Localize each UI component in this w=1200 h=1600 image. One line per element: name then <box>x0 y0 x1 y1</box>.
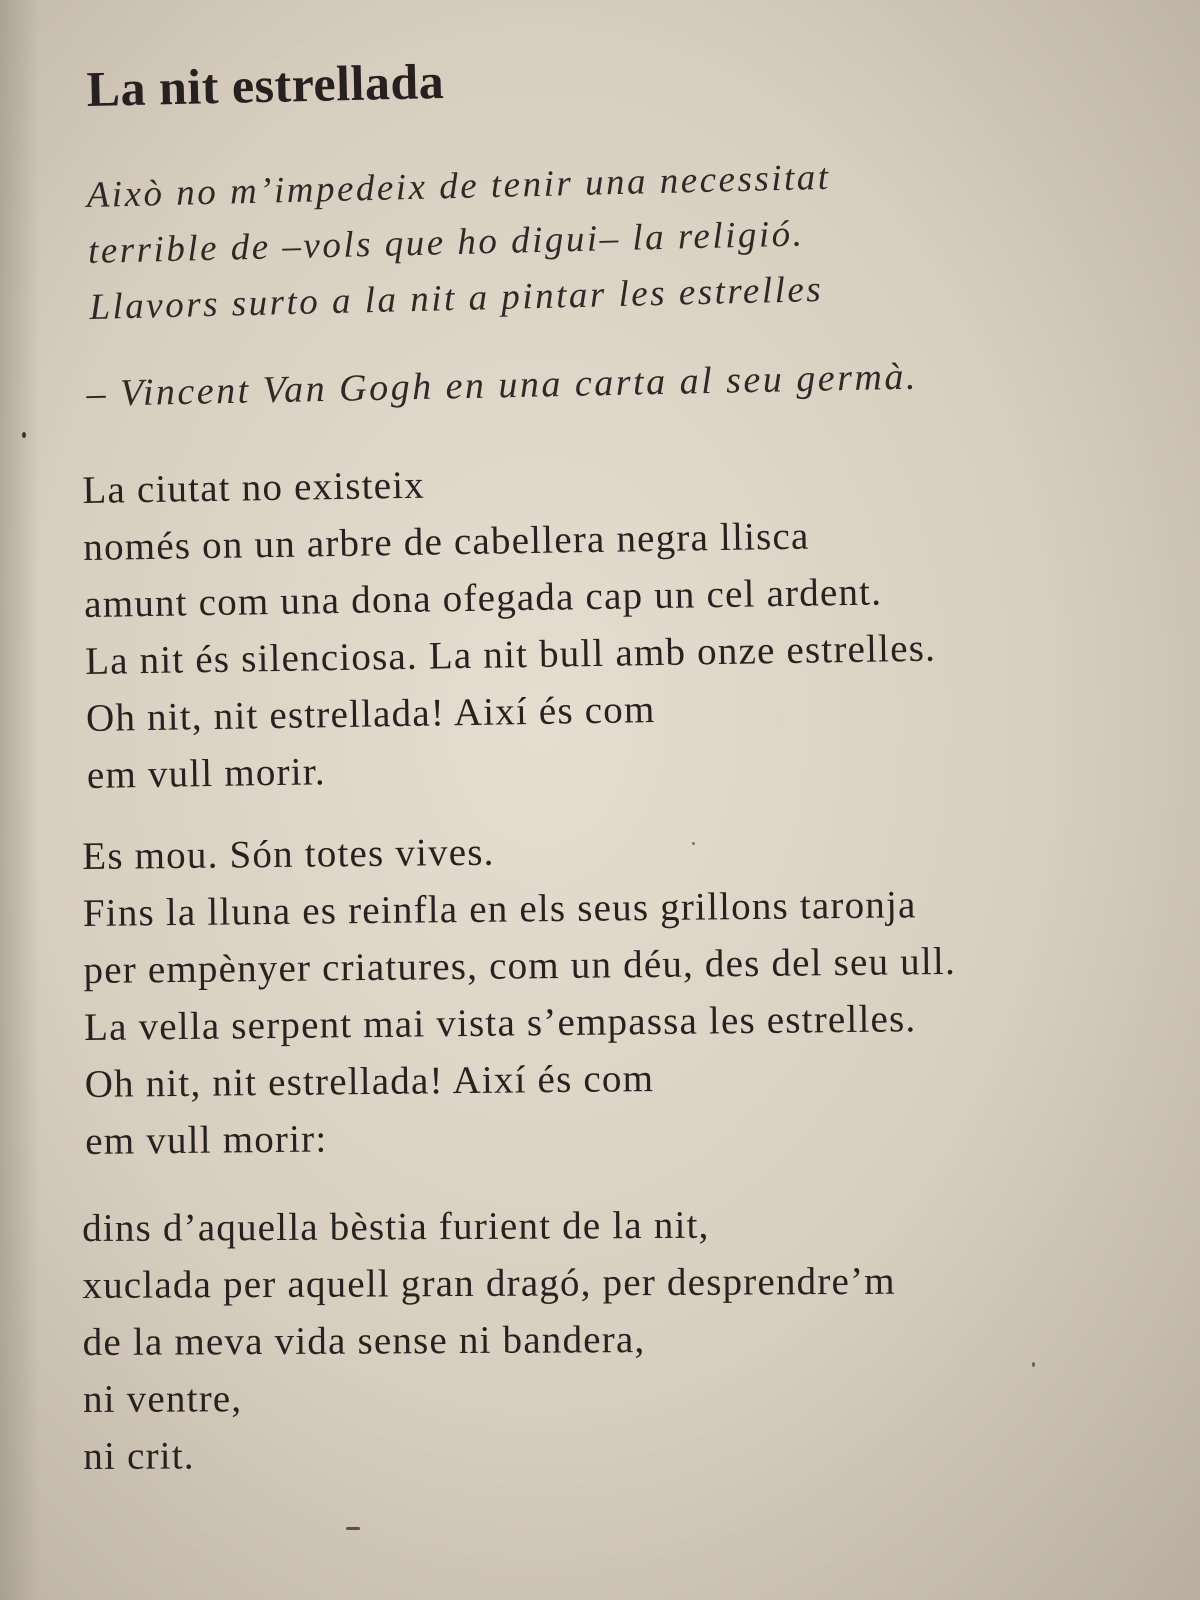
verse-line: Es mou. Són totes vives. <box>82 830 495 878</box>
verse-line: Fins la lluna es reinfla en els seus grillons taronja <box>82 883 917 935</box>
verse-line: només on un arbre de cabellera negra llisca <box>83 514 810 569</box>
epigraph-line: terrible de –vols que ho digui– la religió. <box>87 213 805 272</box>
verse-line: Oh nit, nit estrellada! Així és com <box>85 688 656 740</box>
paper-speck <box>346 1527 360 1530</box>
verse-line: ni crit. <box>83 1434 195 1478</box>
verse-line: de la meva vida sense ni bandera, <box>82 1318 646 1364</box>
verse-line: per empènyer criatures, com un déu, des del seu ull. <box>83 939 957 992</box>
verse-line: xuclada per aquell gran dragó, per desprendre’m <box>82 1259 896 1307</box>
verse-line: dins d’aquella bèstia furient de la nit, <box>82 1203 710 1250</box>
verse-line: ni ventre, <box>82 1377 243 1421</box>
epigraph-line: Llavors surto a la nit a pintar les estrelles <box>88 269 824 328</box>
paper-speck <box>22 432 26 438</box>
verse-line: Oh nit, nit estrellada! Així és com <box>84 1057 655 1106</box>
stanza-2 <box>82 819 958 1170</box>
verse-line: La nit és silenciosa. La nit bull amb onze estrelles. <box>84 626 937 683</box>
page-edge-shadow <box>0 0 40 1600</box>
epigraph-attribution: – Vincent Van Gogh en una carta al seu germà. <box>86 355 919 415</box>
paper-speck <box>1032 1362 1035 1367</box>
verse-line: em vull morir: <box>85 1117 328 1163</box>
epigraph-line: Això no m’impedeix de tenir una necessitat <box>86 156 832 216</box>
stanza-3 <box>82 1196 897 1485</box>
verse-line: La ciutat no existeix <box>82 463 426 512</box>
verse-line: amunt com una dona ofegada cap un cel ardent. <box>83 570 883 626</box>
verse-line: La vella serpent mai vista s’empassa les estrelles. <box>83 997 917 1049</box>
paper-speck <box>692 842 695 845</box>
epigraph <box>86 150 834 336</box>
verse-line: em vull morir. <box>86 750 327 797</box>
stanza-1 <box>82 449 938 804</box>
poem-title: La nit estrellada <box>86 52 445 117</box>
